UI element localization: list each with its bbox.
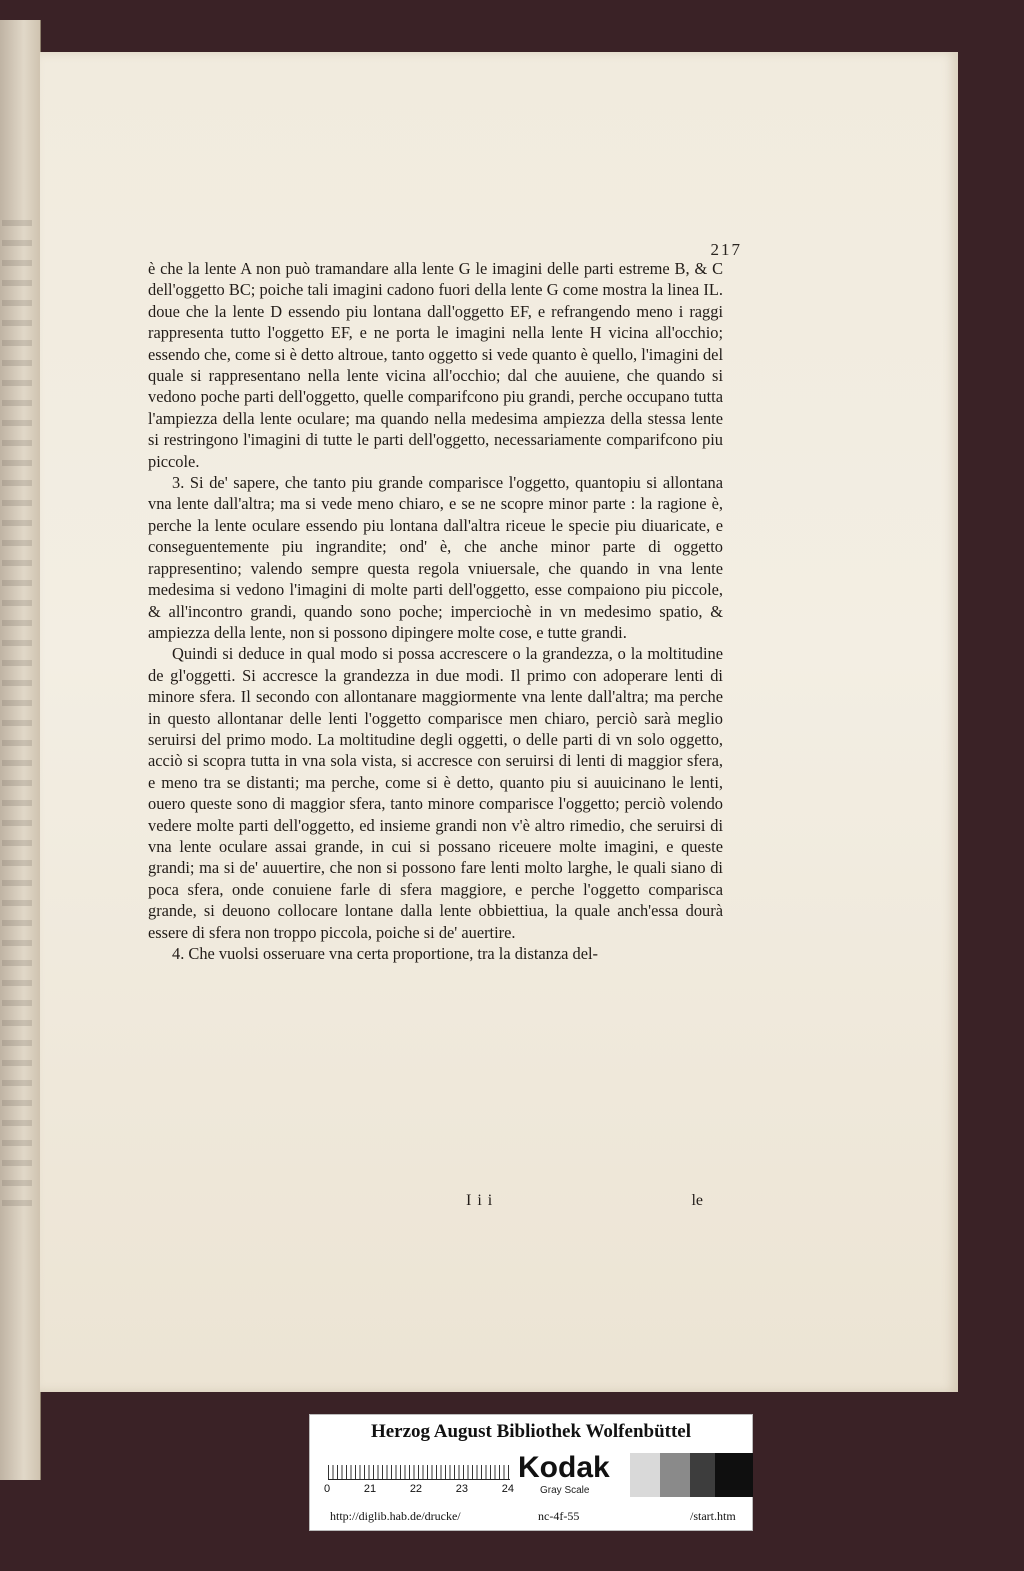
scale-ruler [328,1451,510,1480]
page-number: 217 [710,240,742,259]
paragraph-3: Quindi si deduce in qual modo si possa accrescere o la grandezza, o la moltitudine de gl'oggetti. Si accresce la grandezza in due modi. Il primo con adoperare lenti di minore sfera. Il secondo con allontanare maggiormente vna lente dall'altra; ma perche in questo allontanar delle lenti l'oggetto comparisce men chiaro, perciò sarà meglio seruirsi del primo modo. La moltitudine degli oggetti, o delle parti di vn solo oggetto, acciò si scopra tutta in vna sola vista, si accresce con seruirsi di lenti di maggior sfera, e meno tra se distanti; ma perche, come si è detto, quanto piu si auuicinano le lenti, ouero queste sono di maggior sfera, tanto minore comparisce l'oggetto; perciò volendo vedere molte parti dell'oggetto, ed insieme grandi non v'è altro rimedio, che seruirsi di vna lente oculare assai grande, in cui si possano riceuere molte imagini, e queste grandi; ma si de' auuertire, che non si possono fare lenti molto larghe, le quali siano di poca sfera, onde conuiene farle di sfera maggiore, e perche l'oggetto comparisca grande, si deuono collocare lontane dalla lente obbiettiua, la quale anch'essa dourà essere di sfera non troppo piccola, poiche si de' auertire. [148,644,723,942]
paragraph-2: 3. Si de' sapere, che tanto piu grande comparisce l'oggetto, quantopiu si allontana vna lente dall'altra; ma si vede meno chiaro, e se ne scopre minor parte : la ragione è, perche la lente oculare essendo piu lontana dall'altra riceue le specie piu diuaricate, e conseguentemente piu ingrandite; ond' è, che anche minor parte di oggetto rappresentino; valendo sempre questa regola vniuersale, che quando in vna lente medesima si vedono l'imagini di molte parti dell'oggetto, esse compaiono piu piccole, & all'incontro grandi, quando sono poche; imperciochè in vn medesimo spatio, & ampiezza della lente, non si possono dipingere molte cose, e tutte grandi. [148,473,723,642]
color-calibration-target [309,1414,753,1531]
bleed-through-text [2,220,32,1220]
url-middle: nc-4f-55 [538,1509,580,1523]
body-text [148,258,723,964]
scale-number: 21 [363,1483,377,1495]
scale-number: 0 [324,1483,331,1495]
kodak-logo: Kodak [518,1451,610,1484]
catchword: le [691,1192,703,1209]
left-page-edge [0,20,41,1480]
signature-mark: Iii [466,1192,499,1209]
gray-scale-label: Gray Scale [540,1485,590,1496]
gray-swatch [715,1453,753,1497]
paragraph-4: 4. Che vuolsi osseruare vna certa proportione, tra la distanza del- [172,944,599,963]
scale-number: 24 [501,1483,514,1495]
url-right: /start.htm [690,1509,736,1523]
url-left: http://diglib.hab.de/drucke/ [330,1509,461,1523]
paragraph-1: è che la lente A non può tramandare alla lente G le imagini delle parti estreme B, & C dell'oggetto BC; poiche tali imagini cadono fuori della lente G come mostra la linea IL. doue che la lente D essendo piu lontana dall'oggetto EF, e refrangendo meno i raggi rappresenta tutto l'oggetto EF, e ne porta le imagini nella lente H vicina all'occhio; essendo che, come si è detto altroue, tanto oggetto si vede quanto è quello, l'imagini del quale si rappresentano nella lente vicina all'occhio; dal che auuiene, che quando si vedono poche parti dell'oggetto, quelle comparifcono piu grandi, perche occupano tutta l'ampiezza della lente oculare; ma quando nella medesima ampiezza della stessa lente si restringono l'imagini di tutte le parti dell'oggetto, necessariamente comparifcono piu piccole. [148,259,723,471]
library-name: Herzog August Bibliothek Wolfenbüttel [370,1421,692,1442]
scale-number: 23 [455,1483,469,1495]
page-footer [148,1192,723,1214]
scale-number: 22 [409,1483,423,1495]
scale-numbers [324,1483,514,1495]
